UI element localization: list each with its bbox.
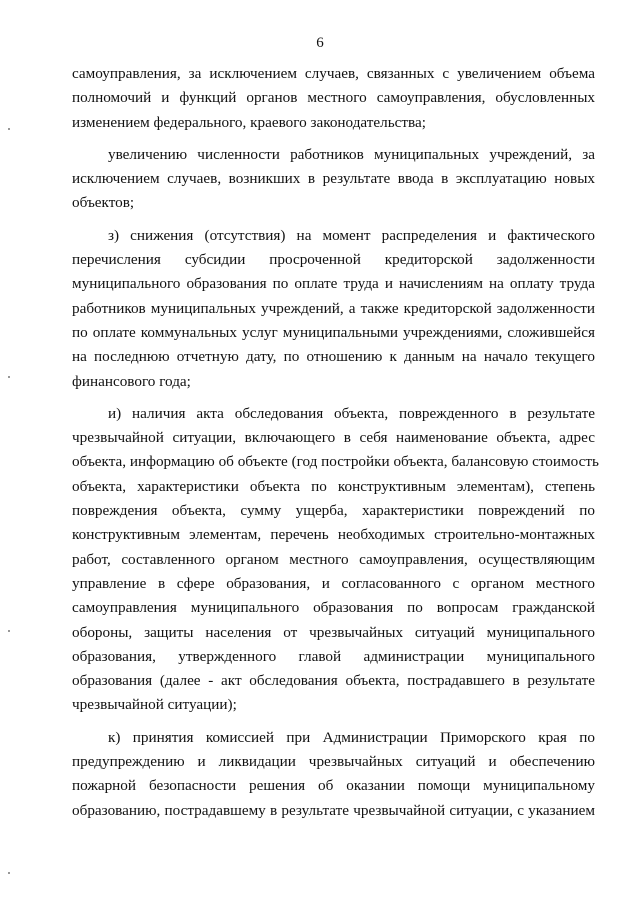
text-line: образования (далее - акт обследования объекта, пострадавшего в результате	[72, 672, 595, 690]
text-line: изменением федерального, краевого законодательства;	[72, 113, 426, 131]
text-line: конструктивным элементам, перечень необходимых строительно-монтажных	[72, 526, 595, 544]
text-line: и) наличия акта обследования объекта, поврежденного в результате	[108, 404, 595, 422]
document-body	[72, 62, 599, 823]
text-line: по оплате коммунальных услуг муниципальными учреждениями, сложившейся	[72, 323, 595, 341]
text-line: управление в сфере образования, и согласованного с органом местного	[72, 574, 595, 592]
text-line: финансового года;	[72, 372, 191, 390]
scan-speck	[8, 128, 10, 130]
text-line: перечисления субсидии просроченной кредиторской задолженности	[72, 251, 595, 269]
paragraph	[72, 726, 595, 823]
paragraph	[72, 62, 595, 135]
scan-speck	[8, 630, 10, 632]
paragraph	[72, 143, 595, 216]
text-line: самоуправления муниципального образования по вопросам гражданской	[72, 599, 595, 617]
text-line: з) снижения (отсутствия) на момент распределения и фактического	[108, 226, 595, 244]
text-line: чрезвычайной ситуации, включающего в себя наименование объекта, адрес	[72, 429, 595, 447]
text-line: полномочий и функций органов местного самоуправления, обусловленных	[72, 89, 595, 107]
text-line: повреждения объекта, сумму ущерба, характеристики повреждений по	[72, 502, 595, 520]
text-line: исключением случаев, возникших в результате ввода в эксплуатацию новых	[72, 170, 595, 188]
text-line: к) принятия комиссией при Администрации Приморского края по	[108, 728, 595, 746]
text-line: обороны, защиты населения от чрезвычайных ситуаций муниципального	[72, 623, 595, 641]
text-line: чрезвычайной ситуации);	[72, 696, 237, 714]
paragraph	[72, 402, 599, 718]
text-line: муниципального образования по оплате труда и начислениям на оплату труда	[72, 275, 595, 293]
scan-speck	[8, 376, 10, 378]
text-line: увеличению численности работников муниципальных учреждений, за	[108, 145, 595, 163]
text-line: предупреждению и ликвидации чрезвычайных ситуаций и обеспечению	[72, 753, 595, 771]
text-line: объекта, информацию об объекте (год постройки объекта, балансовую стоимость	[72, 453, 599, 471]
page-number: 6	[316, 35, 324, 51]
scan-speck	[8, 872, 10, 874]
text-line: на последнюю отчетную дату, по отношению к данным на начало текущего	[72, 348, 595, 366]
text-line: объекта, характеристики объекта по конструктивным элементам), степень	[72, 477, 595, 495]
text-line: пожарной безопасности решения об оказании помощи муниципальному	[72, 777, 595, 795]
text-line: образованию, пострадавшему в результате чрезвычайной ситуации, с указанием	[72, 801, 595, 819]
text-line: самоуправления, за исключением случаев, связанных с увеличением объема	[72, 65, 595, 82]
text-line: работников муниципальных учреждений, а также кредиторской задолженности	[72, 299, 595, 317]
text-line: объектов;	[72, 194, 135, 212]
text-line: работ, составленного органом местного самоуправления, осуществляющим	[72, 550, 595, 568]
text-line: образования, утвержденного главой администрации муниципального	[72, 647, 595, 665]
paragraph	[72, 224, 595, 394]
